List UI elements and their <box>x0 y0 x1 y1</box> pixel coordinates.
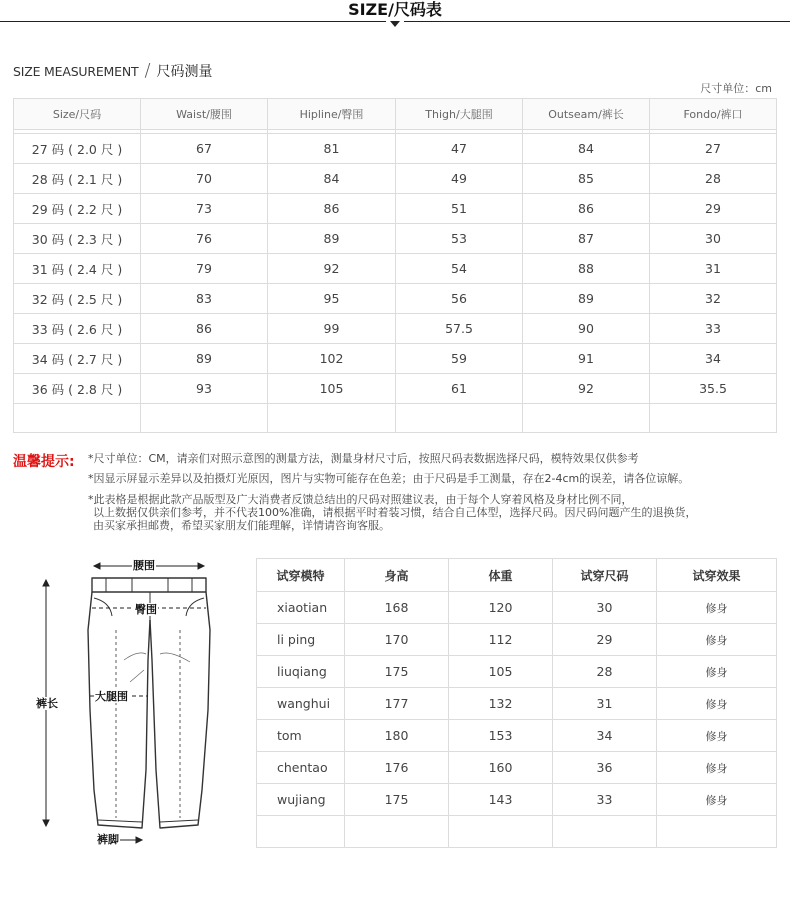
cell: 112 <box>449 624 553 656</box>
cell: 120 <box>449 592 553 624</box>
cell: 33 <box>553 784 657 816</box>
col-header-height: 身高 <box>345 559 449 592</box>
cell: 92 <box>268 254 396 284</box>
col-header-outseam: Outseam/裤长 <box>523 99 650 130</box>
cell: 修身 <box>657 592 777 624</box>
cell: 86 <box>141 314 268 344</box>
cell: 34 码 ( 2.7 尺 ) <box>14 344 141 374</box>
col-header-size: Size/尺码 <box>14 99 141 130</box>
cell: 90 <box>523 314 650 344</box>
cell: 175 <box>345 784 449 816</box>
cell: 修身 <box>657 688 777 720</box>
table-row <box>14 344 777 374</box>
table-row <box>14 134 777 164</box>
cell: 91 <box>523 344 650 374</box>
cell: 170 <box>345 624 449 656</box>
cell: 177 <box>345 688 449 720</box>
cell: 61 <box>396 374 523 404</box>
cell: 32 码 ( 2.5 尺 ) <box>14 284 141 314</box>
tip-line-3 <box>88 493 696 532</box>
empty-row <box>14 404 777 433</box>
cell: 59 <box>396 344 523 374</box>
cell: 27 码 ( 2.0 尺 ) <box>14 134 141 164</box>
cell: 28 码 ( 2.1 尺 ) <box>14 164 141 194</box>
cell: 87 <box>523 224 650 254</box>
model-table-header-row <box>257 559 777 592</box>
cell: 31 <box>553 688 657 720</box>
table-row <box>257 720 777 752</box>
col-header-model: 试穿模特 <box>257 559 345 592</box>
cell: 92 <box>523 374 650 404</box>
col-header-weight: 体重 <box>449 559 553 592</box>
cell: 57.5 <box>396 314 523 344</box>
cell: 70 <box>141 164 268 194</box>
cell: 79 <box>141 254 268 284</box>
cell: 168 <box>345 592 449 624</box>
cell: 28 <box>553 656 657 688</box>
cell: 51 <box>396 194 523 224</box>
size-table-header-row <box>14 99 777 130</box>
cell: 76 <box>141 224 268 254</box>
hem-label: 裤脚 <box>97 833 119 846</box>
cell: 95 <box>268 284 396 314</box>
tip-line-3b: 以上数据仅供亲们参考，并不代表100%准确，请根据平时着装习惯，结合自己体型，选择尺码。因尺码问题产生的退换货， <box>93 506 697 519</box>
cell: 34 <box>553 720 657 752</box>
pants-measurement-diagram <box>20 550 250 850</box>
tip-line-2: *因显示屏显示差异以及拍摄灯光原因，图片与实物可能存在色差；由于尺码是手工测量，存在2-4cm的误差，请各位谅解。 <box>88 472 690 485</box>
table-row <box>14 374 777 404</box>
table-row <box>257 656 777 688</box>
cell: 175 <box>345 656 449 688</box>
cell: 84 <box>268 164 396 194</box>
section-title-zh: 尺码测量 <box>156 64 213 80</box>
empty-row <box>257 816 777 848</box>
tips-label: 温馨提示: <box>13 454 75 470</box>
cell: 160 <box>449 752 553 784</box>
cell: 86 <box>268 194 396 224</box>
cell: 修身 <box>657 784 777 816</box>
cell: wanghui <box>257 688 345 720</box>
cell: 30 <box>553 592 657 624</box>
cell: 153 <box>449 720 553 752</box>
cell: 29 码 ( 2.2 尺 ) <box>14 194 141 224</box>
table-row <box>257 784 777 816</box>
col-header-thigh: Thigh/大腿围 <box>396 99 523 130</box>
cell: 84 <box>523 134 650 164</box>
table-row <box>14 224 777 254</box>
length-label: 裤长 <box>36 697 58 710</box>
cell: 180 <box>345 720 449 752</box>
cell: 81 <box>268 134 396 164</box>
cell: 33 码 ( 2.6 尺 ) <box>14 314 141 344</box>
cell: 73 <box>141 194 268 224</box>
hip-label: 臀围 <box>135 603 157 616</box>
table-row <box>14 254 777 284</box>
cell: 99 <box>268 314 396 344</box>
cell: 86 <box>523 194 650 224</box>
table-row <box>257 592 777 624</box>
cell: 53 <box>396 224 523 254</box>
table-row <box>257 752 777 784</box>
header-divider-left <box>0 21 386 22</box>
cell: 93 <box>141 374 268 404</box>
cell: 修身 <box>657 752 777 784</box>
cell: 34 <box>650 344 777 374</box>
cell: 修身 <box>657 624 777 656</box>
tip-line-3a: *此表格是根据此款产品版型及广大消费者反馈总结出的尺码对照建议表，由于每个人穿着风格及身材比例不同， <box>88 493 633 506</box>
section-title-en: SIZE MEASUREMENT <box>13 64 139 79</box>
cell: 31 码 ( 2.4 尺 ) <box>14 254 141 284</box>
cell: 105 <box>268 374 396 404</box>
cell: 31 <box>650 254 777 284</box>
cell: 35.5 <box>650 374 777 404</box>
cell: 132 <box>449 688 553 720</box>
cell: xiaotian <box>257 592 345 624</box>
section-title <box>13 62 213 82</box>
cell: 83 <box>141 284 268 314</box>
tip-line-3c: 由买家承担邮费，希望买家朋友们能理解，详情请咨询客服。 <box>93 519 390 532</box>
cell: 29 <box>650 194 777 224</box>
cell: 85 <box>523 164 650 194</box>
cell: 27 <box>650 134 777 164</box>
col-header-trial-size: 试穿尺码 <box>553 559 657 592</box>
page-title: SIZE/尺码表 <box>348 0 442 19</box>
cell: 56 <box>396 284 523 314</box>
cell: 36 码 ( 2.8 尺 ) <box>14 374 141 404</box>
header-divider-right <box>404 21 790 22</box>
cell: 105 <box>449 656 553 688</box>
thigh-label: 大腿围 <box>95 690 128 703</box>
col-header-fondo: Fondo/裤口 <box>650 99 777 130</box>
table-row <box>257 624 777 656</box>
cell: 28 <box>650 164 777 194</box>
col-header-trial-effect: 试穿效果 <box>657 559 777 592</box>
cell: 89 <box>141 344 268 374</box>
cell: 47 <box>396 134 523 164</box>
cell: 102 <box>268 344 396 374</box>
cell: 54 <box>396 254 523 284</box>
cell: tom <box>257 720 345 752</box>
cell: 89 <box>523 284 650 314</box>
col-header-hipline: Hipline/臀围 <box>268 99 396 130</box>
table-row <box>14 194 777 224</box>
cell: 36 <box>553 752 657 784</box>
table-row <box>257 688 777 720</box>
cell: 修身 <box>657 656 777 688</box>
header-arrow-icon <box>390 21 400 27</box>
cell: liuqiang <box>257 656 345 688</box>
cell: 176 <box>345 752 449 784</box>
cell: 67 <box>141 134 268 164</box>
cell: chentao <box>257 752 345 784</box>
slash-divider: / <box>144 60 151 81</box>
cell: 30 码 ( 2.3 尺 ) <box>14 224 141 254</box>
model-table <box>256 558 777 848</box>
cell: 32 <box>650 284 777 314</box>
cell: 30 <box>650 224 777 254</box>
unit-note: 尺寸单位：cm <box>700 82 772 95</box>
col-header-waist: Waist/腰围 <box>141 99 268 130</box>
cell: 88 <box>523 254 650 284</box>
cell: 29 <box>553 624 657 656</box>
table-row <box>14 284 777 314</box>
tip-line-1: *尺寸单位：CM，请亲们对照示意图的测量方法，测量身材尺寸后，按照尺码表数据选择尺码，模特效果仅供参考 <box>88 452 639 465</box>
cell: 143 <box>449 784 553 816</box>
cell: 33 <box>650 314 777 344</box>
size-table <box>13 98 777 433</box>
table-row <box>14 164 777 194</box>
cell: 89 <box>268 224 396 254</box>
table-row <box>14 314 777 344</box>
cell: li ping <box>257 624 345 656</box>
cell: wujiang <box>257 784 345 816</box>
cell: 49 <box>396 164 523 194</box>
waist-label: 腰围 <box>133 559 155 572</box>
cell: 修身 <box>657 720 777 752</box>
